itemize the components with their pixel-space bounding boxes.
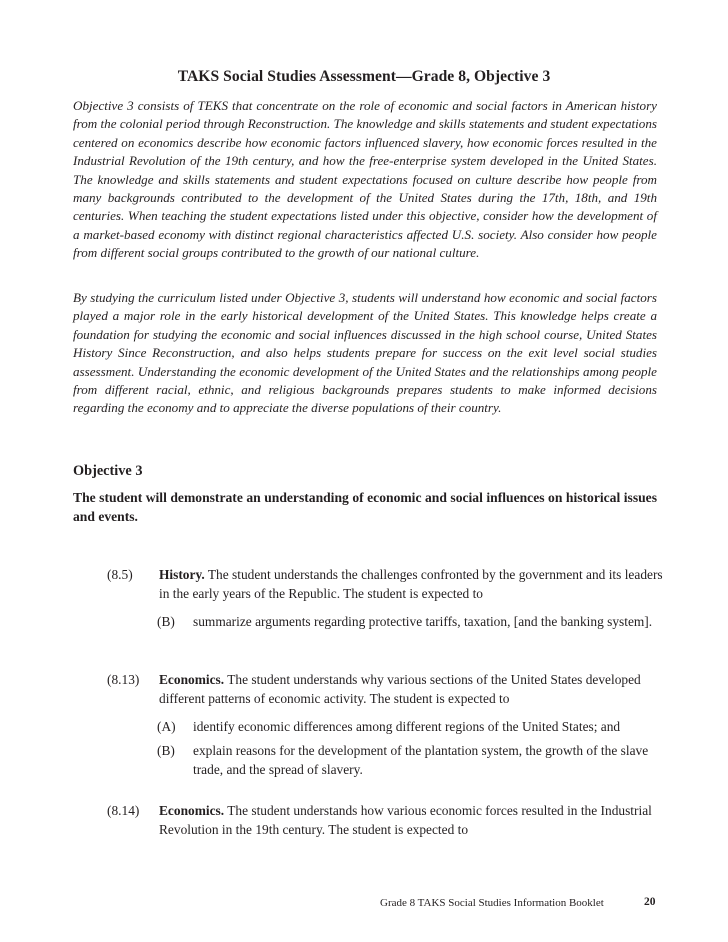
footer-booklet-title: Grade 8 TAKS Social Studies Information Booklet — [380, 897, 604, 909]
standard-number: (8.14) — [107, 803, 140, 818]
intro-paragraph-1: Objective 3 consists of TEKS that concentrate on the role of economic and social factors in American history from the colonial period through Reconstruction. The knowledge and skills statements and student expectations centered on economics describe how economic factors influenced slavery, how economic forces resulted in the Industrial Revolution of the 19th century, and how the free-enterprise system developed in the United States. The knowledge and skills statements and student expectations focused on culture describe how people from many backgrounds contributed to the development of the United States during the 17th, 18th, and 19th centuries. When teaching the student expectations listed under this objective, consider how the development of a market-based economy with distinct regional characteristics affected U.S. society. Also consider how people from different social groups contributed to the growth of our national culture. — [73, 98, 657, 261]
standard-text: The student understands the challenges confronted by the government and its leaders in the early years of the Republic. The student is expected to — [159, 567, 663, 601]
standard-number: (8.5) — [107, 567, 133, 582]
expectation-text: summarize arguments regarding protective tariffs, taxation, [and the banking system]. — [193, 614, 653, 629]
standard-topic: History. — [159, 567, 205, 582]
standard-body — [159, 671, 667, 708]
standard-8-13 — [107, 671, 667, 708]
expectation-text: identify economic differences among different regions of the United States; and — [193, 719, 621, 734]
standard-text: The student understands how various economic forces resulted in the Industrial Revolution in the 19th century. The student is expected to — [159, 803, 652, 837]
intro-paragraph-2: By studying the curriculum listed under Objective 3, students will understand how economic and social factors played a major role in the early historical development of the United States. This knowledge helps create a foundation for studying the economic and social influences discussed in the high school course, United States History Since Reconstruction, and also helps students prepare for success on the exit level social studies assessment. Understanding the economic development of the United States and the relationships among people from different racial, ethnic, and religious backgrounds prepares students to make informed decisions regarding the economy and to appreciate the diverse populations of their country. — [73, 290, 657, 416]
expectation-letter: (B) — [157, 743, 175, 758]
objective-heading: Objective 3 — [73, 463, 143, 479]
expectation-letter: (A) — [157, 719, 176, 734]
standard-body — [159, 802, 667, 839]
expectation-8-13-a — [157, 718, 657, 737]
standard-text: The student understands why various sections of the United States developed different patterns of economic activity. The student is expected to — [159, 672, 641, 706]
standard-body — [159, 566, 667, 603]
standard-8-5 — [107, 566, 667, 603]
standard-topic: Economics. — [159, 672, 225, 687]
page-number: 20 — [644, 896, 656, 908]
standard-8-14 — [107, 802, 667, 839]
expectation-text: explain reasons for the development of the plantation system, the growth of the slave trade, and the spread of slavery. — [193, 743, 649, 777]
standard-number: (8.13) — [107, 672, 140, 687]
expectation-letter: (B) — [157, 614, 175, 629]
standard-topic: Economics. — [159, 803, 225, 818]
objective-statement: The student will demonstrate an understanding of economic and social influences on historical issues and events. — [73, 490, 657, 524]
expectation-8-13-b — [157, 742, 657, 779]
expectation-8-5-b — [157, 613, 657, 632]
page-title: TAKS Social Studies Assessment—Grade 8, Objective 3 — [177, 68, 551, 85]
